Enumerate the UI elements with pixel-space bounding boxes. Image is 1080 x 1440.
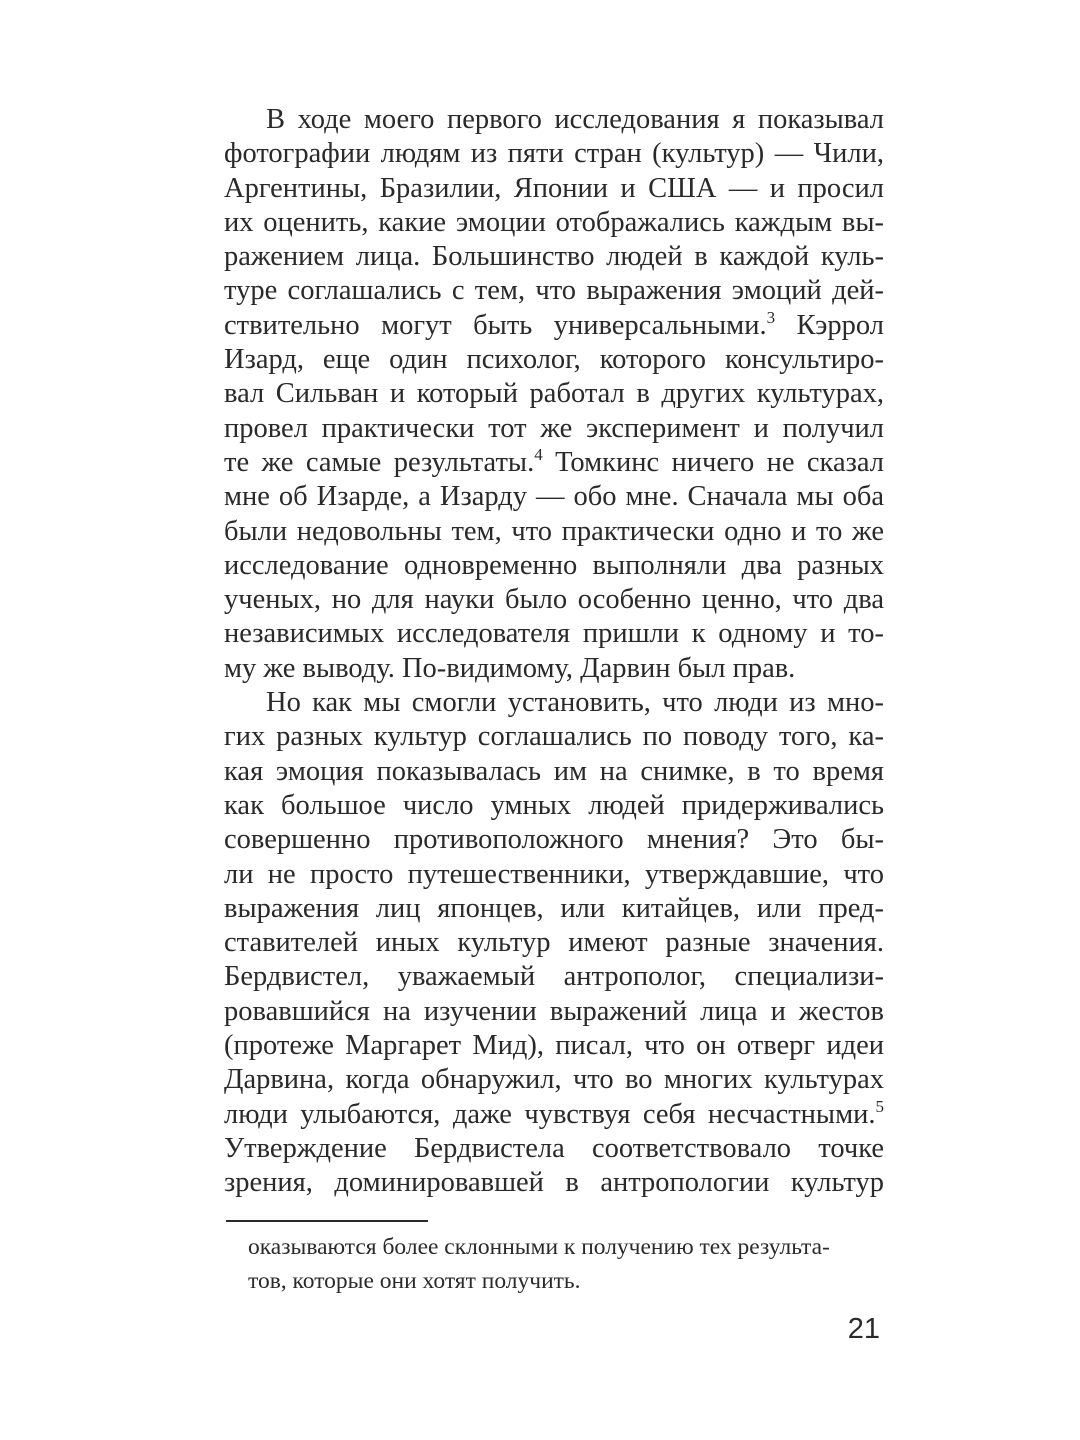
main-text xyxy=(224,103,884,1201)
text-line: как большое число умных людей придерживались xyxy=(224,789,884,821)
text-line: ставителей иных культур имеют разные значения. xyxy=(224,927,884,959)
text-fragment: люди улыбаются, даже чувствуя себя несчастными. xyxy=(224,1098,876,1130)
text-line: фотографии людям из пяти стран (культур) — Чили, xyxy=(224,138,884,170)
text-line: провел практически тот же эксперимент и получил xyxy=(224,412,884,444)
text-line: кая эмоция показывалась им на снимке, в то время xyxy=(224,755,884,787)
text-line: вал Сильван и который работал в других культурах, xyxy=(224,378,884,410)
page-number: 21 xyxy=(847,1313,880,1345)
text-line: мне об Изарде, а Изарду — обо мне. Сначала мы оба xyxy=(224,481,884,513)
footnote-divider xyxy=(226,1220,428,1222)
text-fragment: ствительно могут быть универсальными. xyxy=(224,309,767,341)
text-line: Бердвистел, уважаемый антрополог, специализи- xyxy=(224,961,884,993)
footnote-line: тов, которые они хотят получить. xyxy=(248,1268,581,1294)
text-line: зрения, доминировавшей в антропологии культур xyxy=(224,1167,884,1199)
footnote xyxy=(248,1230,882,1298)
text-line xyxy=(224,1098,884,1132)
text-line: Дарвина, когда обнаружил, что во многих культурах xyxy=(224,1064,884,1096)
text-line: Утверждение Бердвистела соответствовало точке xyxy=(224,1132,884,1164)
text-line: ученых, но для науки было особенно ценно, что два xyxy=(224,584,884,616)
text-line: му же выводу. По-видимому, Дарвин был прав. xyxy=(224,652,796,684)
footnote-line: оказываются более склонными к получению тех результа- xyxy=(248,1234,830,1260)
text-line: туре соглашались с тем, что выражения эмоций дей- xyxy=(224,275,884,307)
text-line: Изард, еще один психолог, которого консультиро- xyxy=(224,344,884,376)
text-line: ражением лица. Большинство людей в каждой куль- xyxy=(224,241,884,273)
text-line: независимых исследователя пришли к одному и то- xyxy=(224,618,884,650)
text-fragment: Томкинс ничего не сказал xyxy=(542,446,884,478)
text-line: исследование одновременно выполняли два разных xyxy=(224,549,884,581)
text-line: Аргентины, Бразилии, Японии и США — и просил xyxy=(224,172,884,204)
footnote-ref: 4 xyxy=(534,444,543,464)
footnote-ref: 5 xyxy=(875,1096,884,1116)
text-line xyxy=(224,446,884,480)
text-line: выражения лиц японцев, или китайцев, или пред- xyxy=(224,892,884,924)
text-line: Но как мы смогли установить, что люди из мно- xyxy=(266,687,884,719)
text-fragment: Кэррол xyxy=(775,309,885,341)
text-line xyxy=(224,309,884,343)
text-line: их оценить, какие эмоции отображались каждым вы- xyxy=(224,206,884,238)
text-fragment: те же самые результаты. xyxy=(224,446,535,478)
text-line: ровавшийся на изучении выражений лица и жестов xyxy=(224,995,884,1027)
text-line: гих разных культур соглашались по поводу того, ка- xyxy=(224,721,884,753)
text-line: были недовольны тем, что практически одно и то же xyxy=(224,515,884,547)
text-line: ли не просто путешественники, утверждавшие, что xyxy=(224,858,884,890)
footnote-ref: 3 xyxy=(766,307,776,327)
text-line: (протеже Маргарет Мид), писал, что он отверг идеи xyxy=(224,1030,884,1062)
text-line: совершенно противоположного мнения? Это бы- xyxy=(224,824,884,856)
text-line: В ходе моего первого исследования я показывал xyxy=(266,104,884,135)
